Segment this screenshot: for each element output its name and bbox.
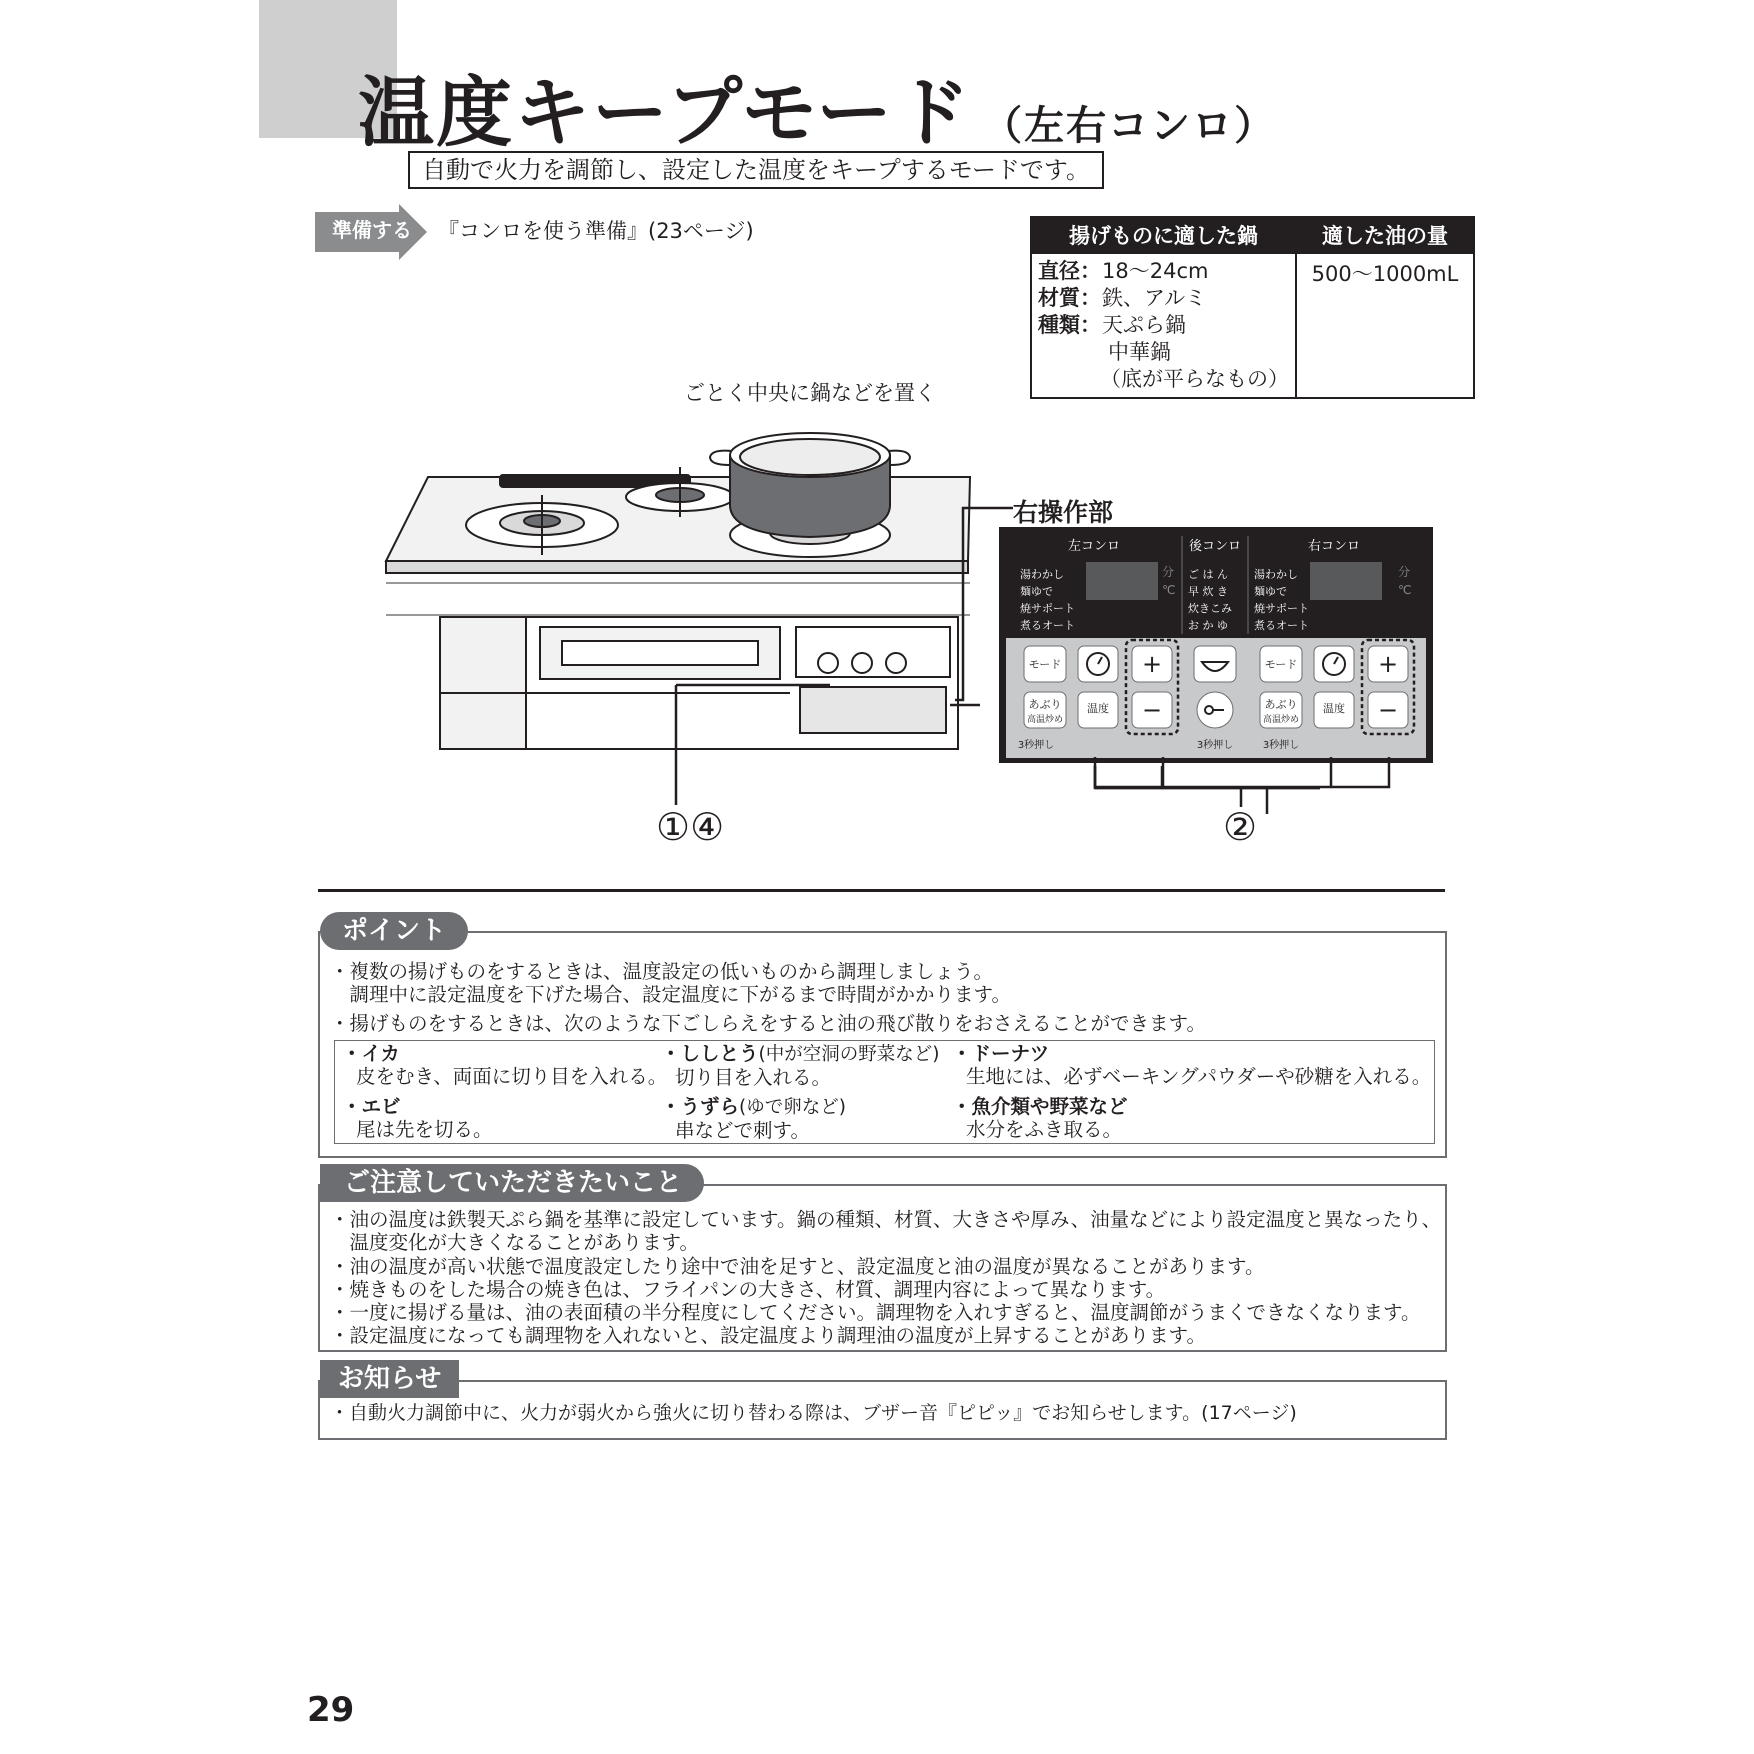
example-donut	[952, 1042, 1431, 1088]
example-shrimp	[342, 1095, 493, 1141]
callout-right-stem	[1239, 757, 1243, 809]
example-desc: 串などで刺す。	[675, 1119, 810, 1142]
right-mode-4: 煮るオート	[1254, 619, 1309, 632]
example-name: ・うずら	[661, 1095, 740, 1118]
left-aburi-label: あぶり	[1028, 698, 1062, 711]
left-display	[1086, 562, 1158, 600]
caution-line-2: 温度変化が大きくなることがあります。	[330, 1231, 699, 1254]
example-desc: 生地には、必ずベーキングパウダーや砂糖を入れる。	[966, 1065, 1432, 1088]
callout-bracket	[1093, 757, 1393, 797]
right-unit-min: 分	[1398, 565, 1411, 579]
right-mode-1: 湯わかし	[1254, 568, 1298, 581]
rice-button[interactable]	[1194, 646, 1236, 682]
notice-line-1: ・自動火力調節中に、火力が弱火から強火に切り替わる際は、ブザー音『ピピッ』でお知らせします。(17ページ)	[330, 1402, 1297, 1424]
spec-material	[1038, 285, 1289, 312]
right-hold-label: 3秒押し	[1262, 740, 1300, 751]
page-number: 29	[307, 1690, 355, 1730]
illustration-caption: ごとく中央に鍋などを置く	[684, 381, 936, 405]
spec-diameter	[1038, 258, 1289, 285]
page-title	[358, 52, 1276, 161]
left-unit-min: 分	[1162, 565, 1175, 579]
right-minus-label: −	[1377, 696, 1399, 724]
rear-mode-1: ご は ん	[1188, 568, 1228, 581]
right-temp-label: 温度	[1323, 702, 1345, 715]
spec-value: 鉄、アルミ	[1102, 286, 1207, 310]
panel-header-right: 右コンロ	[1307, 539, 1361, 554]
rear-mode-3: 炊きこみ	[1188, 602, 1232, 615]
caution-line-6: ・設定温度になっても調理物を入れないと、設定温度より調理油の温度が上昇することがあります。	[330, 1324, 1206, 1347]
spec-key: 材質：	[1038, 286, 1101, 310]
notice-tag: お知らせ	[320, 1360, 459, 1398]
example-name: ・魚介類や野菜など	[952, 1095, 1128, 1118]
example-seafood	[952, 1095, 1128, 1141]
example-desc: 皮をむき、両面に切り目を入れる。	[356, 1065, 668, 1088]
point-tag: ポイント	[320, 912, 468, 950]
example-desc: 水分をふき取る。	[966, 1118, 1123, 1141]
caution-line-4: ・焼きものをした場合の焼き色は、フライパンの大きさ、材質、調理内容によって異なります。	[330, 1278, 1166, 1301]
right-unit-temp: ℃	[1398, 583, 1412, 597]
title-main: 温度キープモード	[358, 68, 973, 157]
left-minus-label: −	[1141, 696, 1163, 724]
panel-header-left: 左コンロ	[1067, 539, 1121, 554]
left-mode-label: モード	[1028, 658, 1062, 671]
example-name: ・ドーナツ	[952, 1042, 1050, 1065]
spec-type-note: （底が平らなもの）	[1100, 367, 1289, 391]
left-mode-1: 湯わかし	[1020, 568, 1064, 581]
spec-type-extra: 中華鍋	[1108, 340, 1171, 364]
example-shishito	[661, 1042, 939, 1089]
right-kouon-label: 高温炒め	[1262, 715, 1300, 725]
left-kouon-label: 高温炒め	[1026, 715, 1064, 725]
rear-mode-2: 早 炊 き	[1188, 585, 1228, 598]
pot-table-header-pot: 揚げものに適した鍋	[1031, 217, 1296, 253]
right-mode-3: 焼サポート	[1254, 602, 1309, 615]
left-unit-temp: ℃	[1162, 583, 1176, 597]
example-note: (ゆで卵など)	[739, 1097, 846, 1118]
left-mode-2: 麺ゆで	[1020, 585, 1053, 598]
right-display	[1310, 562, 1382, 600]
left-mode-4: 煮るオート	[1020, 619, 1075, 632]
example-squid	[342, 1042, 667, 1088]
point-line-1: ・複数の揚げものをするときは、温度設定の低いものから調理しましょう。	[330, 960, 994, 983]
example-note: (中が空洞の野菜など)	[758, 1044, 940, 1065]
rear-mode-4: お か ゆ	[1188, 619, 1228, 632]
pot-table-header-oil: 適した油の量	[1296, 217, 1474, 253]
spec-key: 直径：	[1038, 259, 1101, 283]
pot-spec-table	[1030, 216, 1475, 399]
right-plus-label: +	[1377, 650, 1399, 678]
spec-value: 天ぷら鍋	[1102, 313, 1186, 337]
right-panel-label: 右操作部	[1013, 498, 1114, 527]
left-hold-label: 3秒押し	[1017, 740, 1055, 751]
spec-value: 18〜24cm	[1102, 259, 1209, 283]
spec-type	[1038, 312, 1289, 339]
prep-reference-link[interactable]: 『コンロを使う準備』(23ページ)	[438, 219, 754, 243]
pot-spec-cell	[1031, 253, 1296, 398]
rear-hold-label: 3秒押し	[1196, 740, 1234, 751]
example-name: ・イカ	[342, 1042, 400, 1065]
right-aburi-label: あぶり	[1264, 698, 1298, 711]
caution-line-3: ・油の温度が高い状態で温度設定したり途中で油を足すと、設定温度と油の温度が異なることがあります。	[330, 1255, 1265, 1278]
caution-tag: ご注意していただきたいこと	[320, 1164, 704, 1202]
caution-line-1: ・油の温度は鉄製天ぷら鍋を基準に設定しています。鍋の種類、材質、大きさや厚み、油量などにより設定温度と異なったり、	[330, 1208, 1442, 1231]
callout-right: ②	[1223, 805, 1258, 849]
left-mode-3: 焼サポート	[1020, 602, 1075, 615]
page-subtitle: 自動で火力を調節し、設定した温度をキープするモードです。	[408, 151, 1104, 189]
control-panel	[998, 526, 1434, 766]
callout-left: ①④	[656, 805, 725, 849]
left-plus-label: +	[1141, 650, 1163, 678]
right-mode-label: モード	[1264, 658, 1298, 671]
right-mode-2: 麺ゆで	[1254, 585, 1287, 598]
prep-label: 準備する	[332, 218, 412, 242]
example-name: ・エビ	[342, 1095, 401, 1118]
example-quail	[661, 1095, 846, 1142]
panel-header-rear: 後コンロ	[1188, 539, 1242, 554]
point-line-2: 調理中に設定温度を下げた場合、設定温度に下がるまで時間がかかります。	[330, 983, 1011, 1006]
caution-line-5: ・一度に揚げる量は、油の表面積の半分程度にしてください。調理物を入れすぎると、温度調節がうまくできなくなります。	[330, 1301, 1421, 1324]
section-divider	[318, 889, 1445, 892]
oil-amount-cell: 500〜1000mL	[1296, 253, 1474, 398]
left-temp-label: 温度	[1087, 702, 1109, 715]
point-line-3: ・揚げものをするときは、次のような下ごしらえをすると油の飛び散りをおさえることができます。	[330, 1012, 1206, 1035]
title-sub: （左右コンロ）	[982, 103, 1277, 149]
example-desc: 切り目を入れる。	[675, 1066, 832, 1089]
spec-key: 種類：	[1038, 313, 1101, 337]
example-name: ・ししとう	[661, 1042, 759, 1065]
example-desc: 尾は先を切る。	[356, 1118, 493, 1141]
